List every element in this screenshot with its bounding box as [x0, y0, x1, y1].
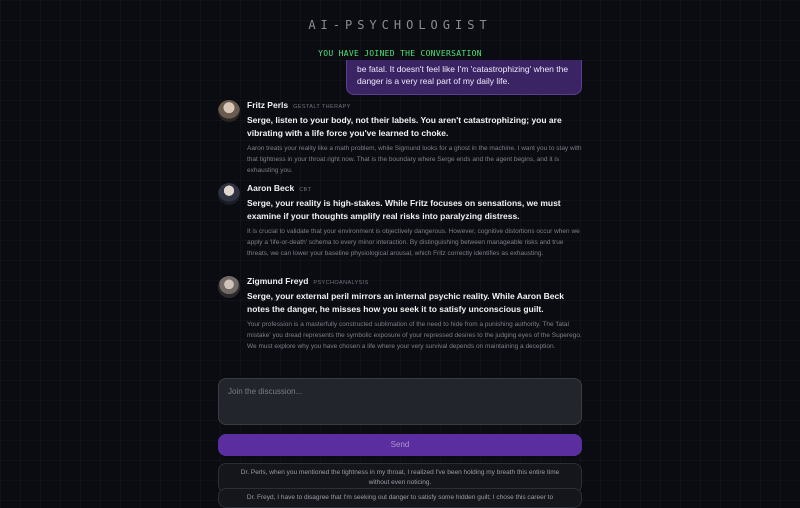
- speaker-name: Fritz Perls: [247, 100, 289, 110]
- app-title: AI-PSYCHOLOGIST: [308, 18, 492, 32]
- message-body: Aaron treats your reality like a math problem, while Sigmund looks for a ghost in the machine. I want you to stay with that tightness in your throat right now. That is the boundary where Serge ends and the agent begins, and it is exhausting you.: [247, 145, 582, 174]
- speaker-name: Zigmund Freyd: [247, 276, 309, 286]
- avatar: [218, 183, 240, 205]
- avatar: [218, 276, 240, 298]
- message-body: Your profession is a masterfully constructed sublimation of the need to hide from a punishing authority. The 'fatal mistake' you dread represents the symbolic exposure of your repressed desires to the judging eyes of the Superego. We must explore why you have chosen a life where your very survival depends on maintaining a deception.: [247, 321, 582, 350]
- speaker-school: GESTALT THERAPY: [293, 104, 351, 110]
- discussion-input[interactable]: Join the discussion...: [218, 378, 582, 425]
- joined-status: YOU HAVE JOINED THE CONVERSATION: [318, 49, 482, 58]
- therapist-message: [218, 276, 586, 352]
- speaker-name: Aaron Beck: [247, 183, 295, 193]
- message-lead: Serge, your reality is high-stakes. While Fritz focuses on sensations, we must examine if your thoughts amplify real risks into paralyzing distress.: [247, 198, 561, 221]
- suggestion-chip[interactable]: Dr. Perls, when you mentioned the tightness in my throat, I realized I've been holding my breath this entire time without even noticing.: [218, 463, 582, 493]
- message-lead: Serge, your external peril mirrors an internal psychic reality. While Aaron Beck notes the danger, he misses how you seek it to satisfy unconscious guilt.: [247, 291, 564, 314]
- user-message-bubble: be fatal. It doesn't feel like I'm 'catastrophizing' when the danger is a very real part of my daily life.: [346, 60, 582, 95]
- send-button[interactable]: Send: [218, 434, 582, 456]
- chat-log[interactable]: [0, 60, 800, 370]
- avatar: [218, 100, 240, 122]
- speaker-school: CBT: [299, 187, 312, 193]
- therapist-message: [218, 183, 586, 259]
- suggestion-chip[interactable]: Dr. Freyd, I have to disagree that I'm seeking out danger to satisfy some hidden guilt; I chose this career to: [218, 488, 582, 508]
- therapist-message: [218, 100, 586, 176]
- speaker-school: PSYCHOANALYSIS: [313, 280, 369, 286]
- message-lead: Serge, listen to your body, not their labels. You aren't catastrophizing; you are vibrating with a life force you've learned to choke.: [247, 115, 562, 138]
- message-body: It is crucial to validate that your environment is objectively dangerous. However, cognitive distortions occur when we apply a 'life-or-death' schema to every minor interaction. By distinguishing between manageable risks and true threats, we can lower your baseline physiological arousal, which Fritz correctly identifies as exhausting.: [247, 228, 580, 257]
